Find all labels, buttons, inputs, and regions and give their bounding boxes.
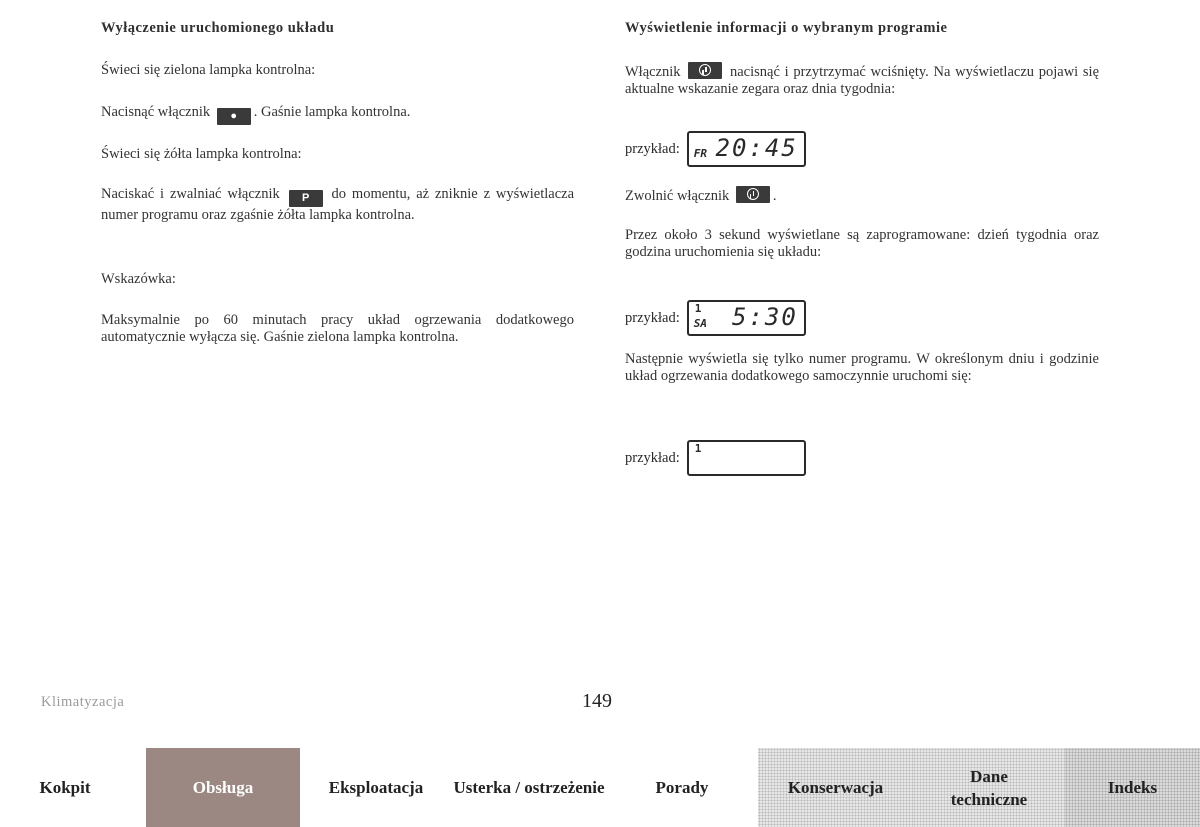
nav-item-kokpit[interactable]: Kokpit — [39, 778, 91, 797]
nav-item-obsluga[interactable]: Obsługa — [146, 748, 300, 827]
paragraph — [101, 186, 574, 224]
paragraph: Maksymalnie po 60 minutach pracy układ ogrzewania dodatkowego automatycznie wyłącza się. Gaśnie zielona lampka kontrolna. — [101, 312, 574, 345]
page-number: 149 — [582, 690, 612, 712]
lcd-program-number: 1 — [694, 442, 702, 455]
paragraph-text: nacisnąć i przytrzymać wciśnięty. Na wyświetlaczu pojawi się aktualne wskazanie zegara oraz dnia tygodnia: — [625, 64, 1100, 97]
example-label: przykład: — [625, 309, 680, 326]
paragraph-text: Naciskać i zwalniać włącznik — [101, 186, 280, 202]
paragraph: Świeci się zielona lampka kontrolna: — [101, 62, 316, 78]
lcd-display — [687, 440, 806, 476]
example-display-program — [625, 300, 806, 336]
program-switch-icon: P — [289, 190, 323, 207]
nav-item-dane-techniczne[interactable]: Dane techniczne — [913, 748, 1065, 827]
lcd-program-number: 1 — [694, 302, 702, 315]
nav-item-indeks[interactable]: Indeks — [1065, 748, 1200, 827]
paragraph-text: do momentu, aż zniknie z wyświetlacza numer programu oraz zgaśnie żółta lampka kontrolna. — [101, 186, 575, 223]
paragraph-text: Zwolnić włącznik — [625, 188, 730, 204]
example-display-clock — [625, 131, 806, 167]
section-heading: Wyłączenie uruchomionego układu — [101, 20, 335, 36]
clock-switch-icon — [688, 62, 722, 79]
flame-switch-icon: ● — [217, 108, 251, 125]
lcd-day: FR — [693, 147, 708, 160]
nav-item-usterka[interactable]: Usterka / ostrzeżenie — [453, 778, 605, 797]
lcd-time: 20:45 — [715, 134, 798, 162]
section-heading: Wyświetlenie informacji o wybranym programie — [625, 20, 948, 36]
lcd-day: SA — [693, 317, 708, 330]
chapter-navigation — [0, 748, 1200, 827]
lcd-time: 5:30 — [731, 303, 798, 331]
paragraph: Świeci się żółta lampka kontrolna: — [101, 146, 302, 162]
paragraph — [101, 104, 410, 125]
example-label: przykład: — [625, 140, 680, 157]
example-label: przykład: — [625, 449, 680, 466]
paragraph-text: Włącznik — [625, 64, 681, 80]
lcd-display — [687, 300, 806, 336]
clock-switch-icon — [736, 186, 770, 203]
paragraph: Następnie wyświetla się tylko numer programu. W określonym dniu i godzinie układ ogrzewania dodatkowego samoczynnie uruchomi się: — [625, 351, 1099, 384]
example-display-program-only — [625, 440, 806, 476]
paragraph — [625, 62, 1099, 98]
paragraph-text: . Gaśnie lampka kontrolna. — [253, 104, 411, 120]
paragraph-text: . — [772, 188, 777, 204]
paragraph — [625, 186, 777, 205]
paragraph-text: Nacisnąć włącznik — [101, 104, 211, 120]
nav-item-porady[interactable]: Porady — [655, 778, 709, 797]
lcd-display — [687, 131, 806, 167]
paragraph: Wskazówka: — [101, 271, 176, 287]
paragraph: Przez około 3 sekund wyświetlane są zaprogramowane: dzień tygodnia oraz godzina uruchomienia się układu: — [625, 227, 1099, 260]
nav-item-eksploatacja[interactable]: Eksploatacja — [328, 778, 424, 797]
nav-item-konserwacja[interactable]: Konserwacja — [758, 748, 913, 827]
section-label: Klimatyzacja — [41, 694, 125, 710]
